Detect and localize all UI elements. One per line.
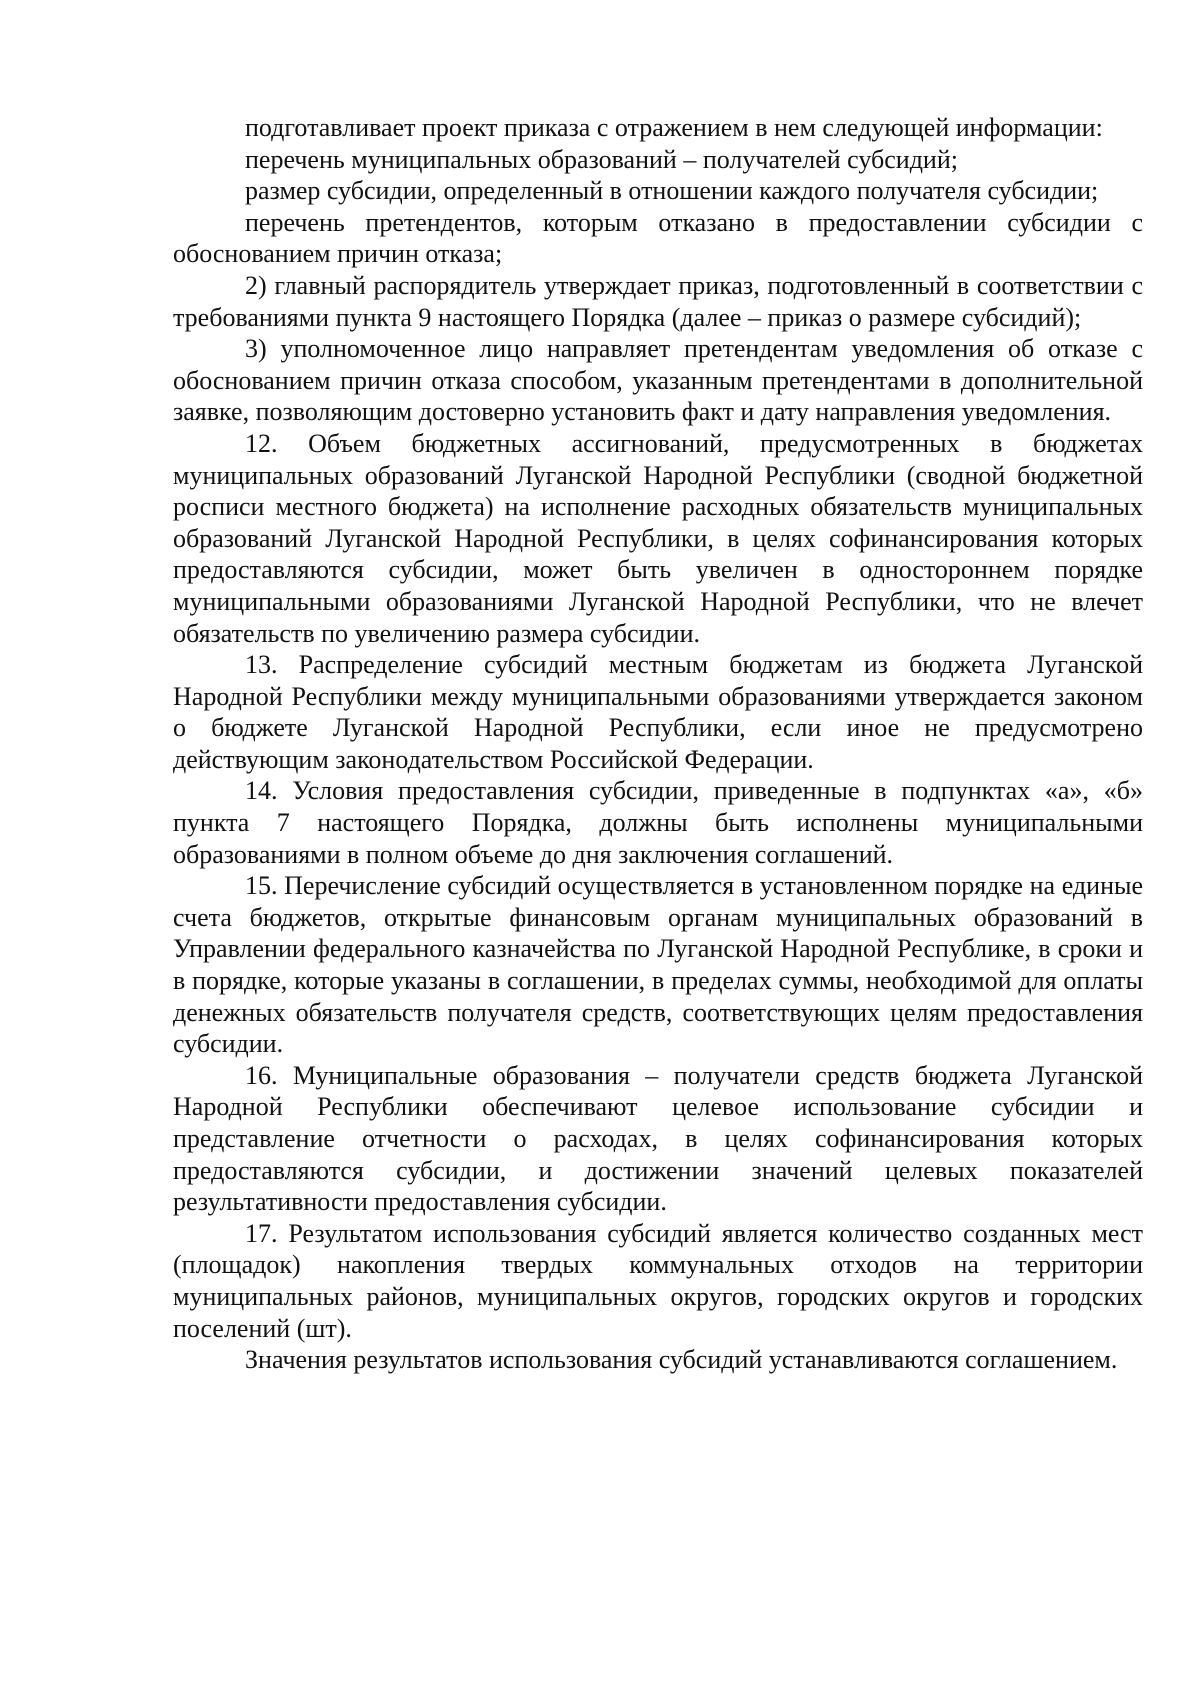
paragraph-clause-13: 13. Распределение субсидий местным бюджетам из бюджета Луганской Народной Республики между муниципальными образованиями утверждается законом о бюджете Луганской Народной Республики, если иное не предусмотрено действующим законодательством Российской Федерации. — [173, 650, 1143, 774]
paragraph-clause-16: 16. Муниципальные образования – получатели средств бюджета Луганской Народной Республики обеспечивают целевое использование субсидии и представление отчетности о расходах, в целях софинансирования которых предоставляются субсидии, и достижении значений целевых показателей результативности предоставления субсидии. — [173, 1060, 1143, 1217]
paragraph-item-3-refusal-notice: 3) уполномоченное лицо направляет претендентам уведомления об отказе с обоснованием причин отказа способом, указанным претендентами в дополнительной заявке, позволяющим достоверно установить факт и дату направления уведомления. — [173, 334, 1143, 427]
paragraph-clause-14: 14. Условия предоставления субсидии, приведенные в подпунктах «а», «б» пункта 7 настоящего Порядка, должны быть исполнены муниципальными образованиями в полном объеме до дня заключения соглашений. — [173, 776, 1143, 869]
paragraph-result-values: Значения результатов использования субсидий устанавливаются соглашением. — [245, 1345, 1118, 1375]
paragraph-clause-12: 12. Объем бюджетных ассигнований, предусмотренных в бюджетах муниципальных образований Луганской Народной Республики (сводной бюджетной росписи местного бюджета) на исполнение расходных обязательств муниципальных образований Луганской Народной Республики, в целях софинансирования которых предоставляются субсидии, может быть увеличен в одностороннем порядке муниципальными образованиями Луганской Народной Республики, что не влечет обязательств по увеличению размера субсидии. — [173, 428, 1143, 648]
paragraph-refused-applicants: перечень претендентов, которым отказано в предоставлении субсидии с обоснованием причин отказа; — [173, 207, 1143, 269]
paragraph-subsidy-size: размер субсидии, определенный в отношении каждого получателя субсидии; — [245, 176, 1099, 206]
paragraph-item-2-order-approval: 2) главный распорядитель утверждает приказ, подготовленный в соответствии с требованиями пункта 9 настоящего Порядка (далее – приказ о размере субсидий); — [173, 270, 1143, 332]
paragraph-list-municipalities: перечень муниципальных образований – получателей субсидий; — [245, 144, 958, 174]
paragraph-clause-17: 17. Результатом использования субсидий является количество созданных мест (площадок) накопления твердых коммунальных отходов на территории муниципальных районов, муниципальных округов, городских округов и городских поселений (шт). — [173, 1218, 1143, 1343]
paragraph-clause-15: 15. Перечисление субсидий осуществляется в установленном порядке на единые счета бюджетов, открытые финансовым органам муниципальных образований в Управлении федерального казначейства по Луганской Народной Республике, в сроки и в порядке, которые указаны в соглашении, в пределах суммы, необходимой для оплаты денежных обязательств получателя средств, соответствующих целям предоставления субсидии. — [173, 871, 1143, 1059]
document-page — [173, 112, 1143, 1376]
paragraph-order-draft-info: подготавливает проект приказа с отражением в нем следующей информации: — [245, 113, 1103, 142]
